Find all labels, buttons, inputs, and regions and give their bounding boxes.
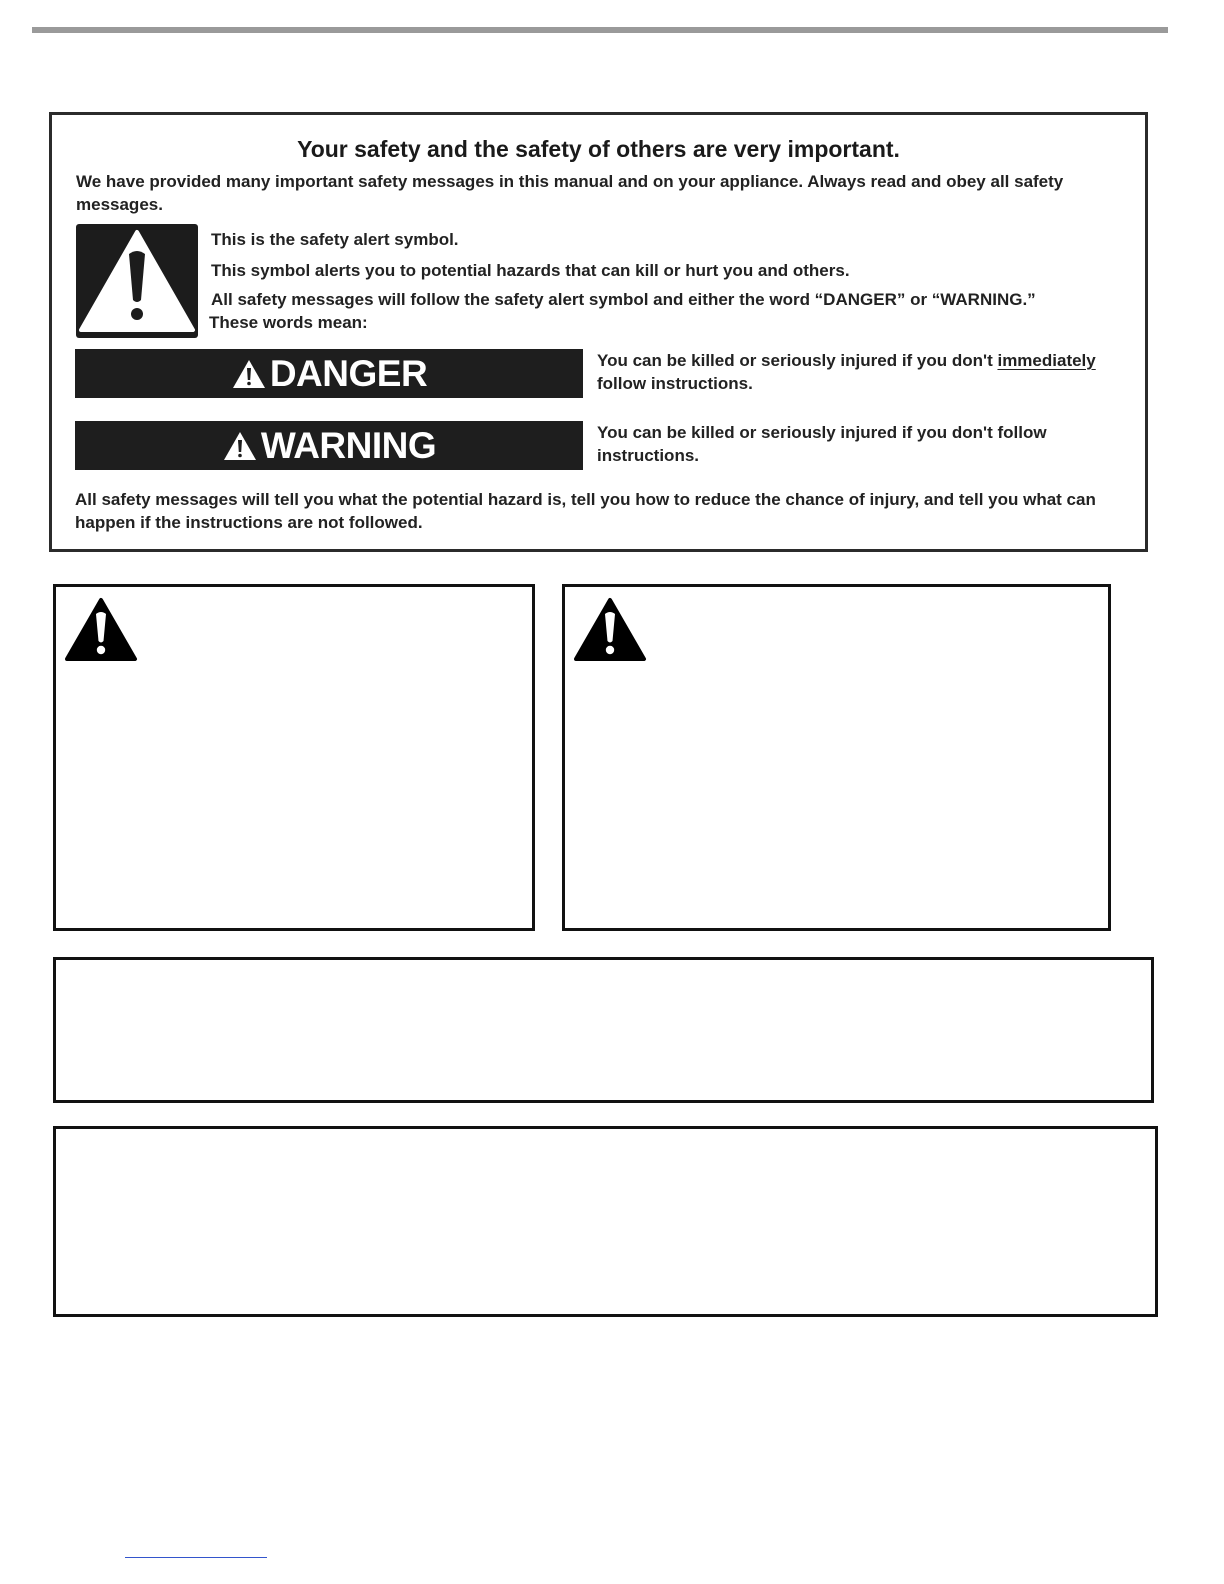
symbol-line-2: This symbol alerts you to potential hazards that can kill or hurt you and others.: [211, 261, 850, 280]
warning-alert-icon: [222, 430, 258, 462]
symbol-line-3: All safety messages will follow the safety alert symbol and either the word “DANGER” or “WARNING.”: [211, 290, 1036, 309]
danger-desc-end: follow instructions.: [597, 374, 753, 393]
warning-label: WARNING: [260, 424, 437, 466]
panel-footer: All safety messages will tell you what the potential hazard is, tell you how to reduce the chance of injury, and tell you what can happen if the instructions are not followed.: [75, 490, 1096, 532]
warning-description: You can be killed or seriously injured if you don't follow instructions.: [597, 423, 1047, 465]
left-warning-box: [53, 584, 535, 931]
notice-box-large: [53, 1126, 1158, 1317]
top-rule: [32, 27, 1168, 33]
danger-alert-icon: [231, 358, 267, 390]
right-warning-box: [562, 584, 1111, 931]
warning-triangle-icon: [64, 597, 138, 663]
danger-signal-bar: [75, 349, 583, 398]
symbol-line-4: These words mean:: [209, 313, 368, 332]
panel-intro: We have provided many important safety messages in this manual and on your appliance. Always read and obey all safety messages.: [76, 172, 1064, 214]
danger-desc-start: You can be killed or seriously injured if you don't: [597, 351, 998, 370]
footer-link-underline: [125, 1557, 267, 1558]
symbol-line-1: This is the safety alert symbol.: [211, 230, 459, 249]
danger-desc-emphasis: immediately: [997, 351, 1096, 370]
danger-label: DANGER: [269, 352, 428, 394]
notice-box-wide: [53, 957, 1154, 1103]
exclamation-triangle-icon: [76, 224, 198, 338]
warning-triangle-icon: [573, 597, 647, 663]
warning-signal-bar: [75, 421, 583, 470]
panel-heading: Your safety and the safety of others are very important.: [297, 136, 900, 162]
safety-alert-symbol: [76, 224, 198, 338]
danger-description: [597, 349, 1142, 395]
safety-info-panel: [49, 112, 1148, 552]
